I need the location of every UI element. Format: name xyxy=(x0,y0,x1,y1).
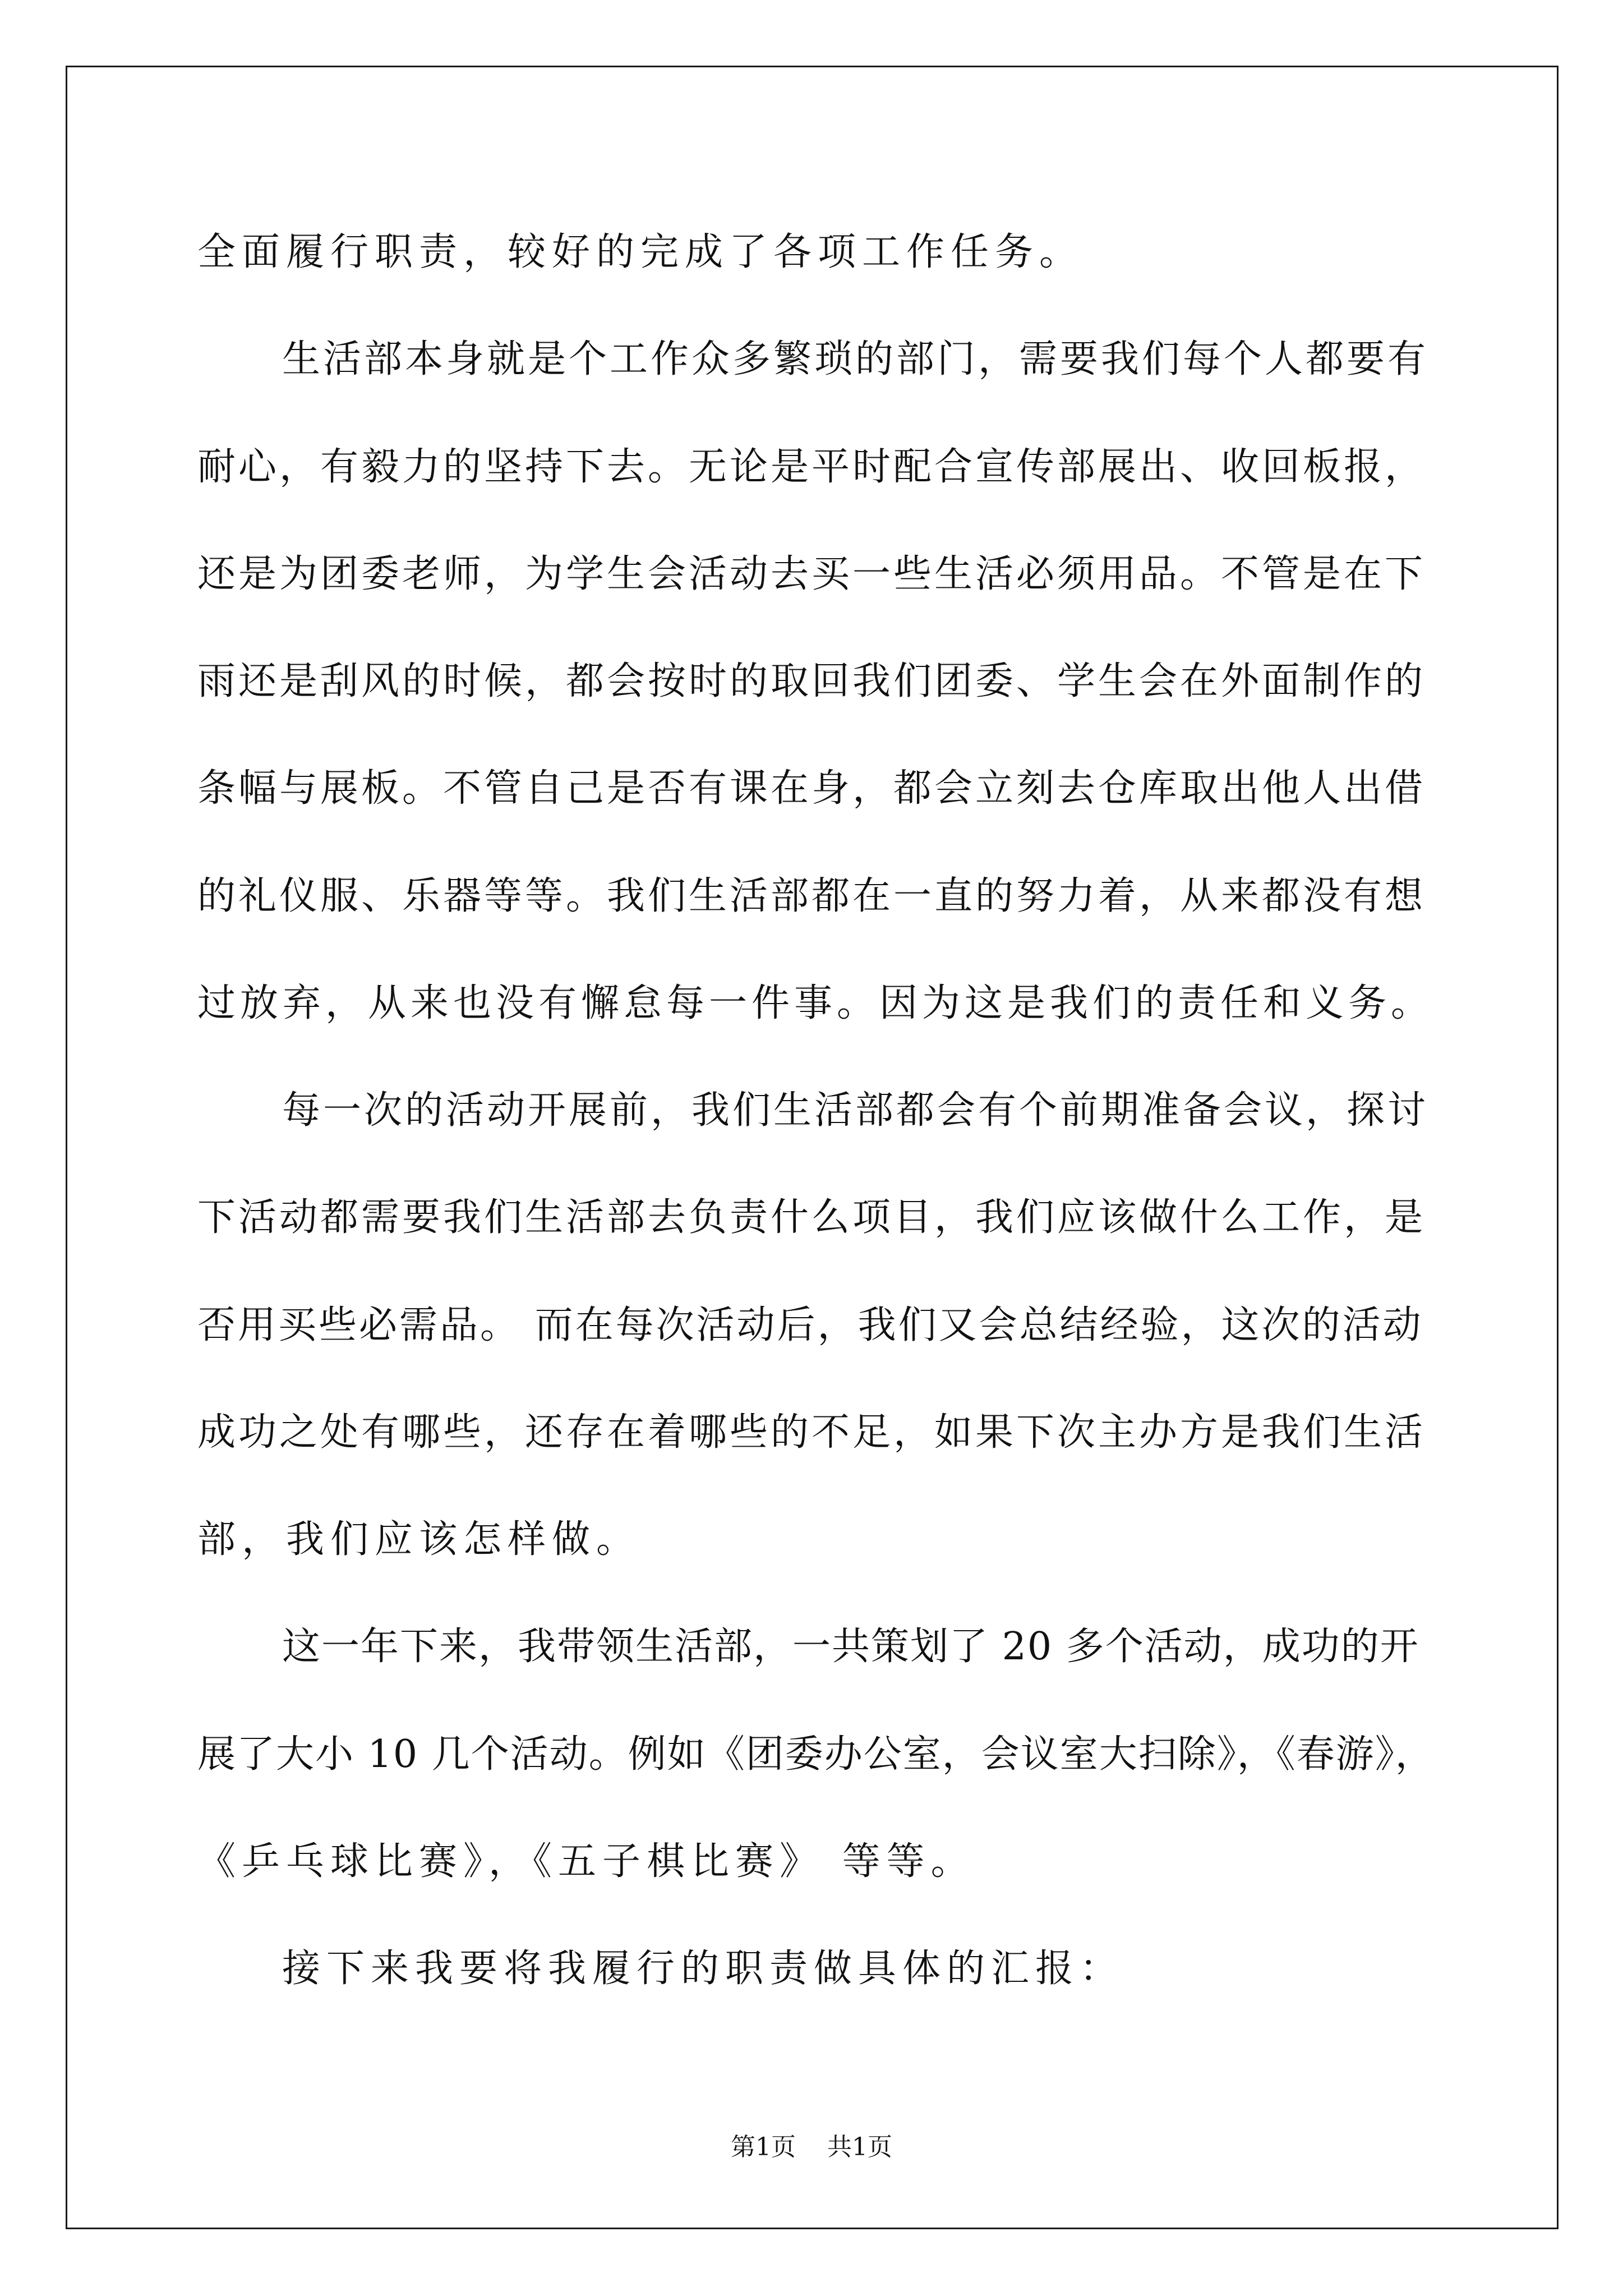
paragraph-line: 接下来我要将我履行的职责做具体的汇报： xyxy=(282,1947,1124,1991)
paragraph-line: 条幅与展板。不管自己是否有课在身，都会立刻去仓库取出他人出借 xyxy=(197,766,1426,811)
paragraph-line: 还是为团委老师，为学生会活动去买一些生活必须用品。不管是在下 xyxy=(197,552,1426,596)
paragraph-line: 全面履行职责，较好的完成了各项工作任务。 xyxy=(197,230,1084,274)
page-border xyxy=(66,66,1559,2229)
page-total: 共1页 xyxy=(827,2133,892,2161)
paragraph-line: 部，我们应该怎样做。 xyxy=(197,1517,641,1562)
paragraph-line: 生活部本身就是个工作众多繁琐的部门，需要我们每个人都要有 xyxy=(282,337,1429,381)
paragraph-line: 过放弃，从来也没有懈怠每一件事。因为这是我们的责任和义务。 xyxy=(197,981,1434,1025)
paragraph-line: 耐心，有毅力的坚持下去。无论是平时配合宣传部展出、收回板报， xyxy=(197,445,1426,489)
paragraph-line: 的礼仪服、乐器等等。我们生活部都在一直的努力着，从来都没有想 xyxy=(197,874,1426,918)
paragraph-line: 这一年下来，我带领生活部，一共策划了 20 多个活动，成功的开 xyxy=(282,1625,1419,1669)
page-number: 第1页 xyxy=(731,2133,796,2161)
paragraph-line: 《乒乓球比赛》，《五子棋比赛》 等等。 xyxy=(197,1839,975,1884)
paragraph-line: 展了大小 10 几个活动。例如《团委办公室，会议室大扫除》，《春游》， xyxy=(197,1732,1435,1777)
paragraph-line: 每一次的活动开展前，我们生活部都会有个前期准备会议，探讨 xyxy=(282,1088,1429,1133)
paragraph-line: 成功之处有哪些，还存在着哪些的不足，如果下次主办方是我们生活 xyxy=(197,1410,1426,1455)
paragraph-line: 雨还是刮风的时候，都会按时的取回我们团委、学生会在外面制作的 xyxy=(197,659,1426,703)
paragraph-line: 否用买些必需品。 而在每次活动后，我们又会总结经验，这次的活动 xyxy=(197,1303,1423,1347)
paragraph-line: 下活动都需要我们生活部去负责什么项目，我们应该做什么工作，是 xyxy=(197,1195,1426,1240)
page-footer xyxy=(0,2132,1623,2163)
